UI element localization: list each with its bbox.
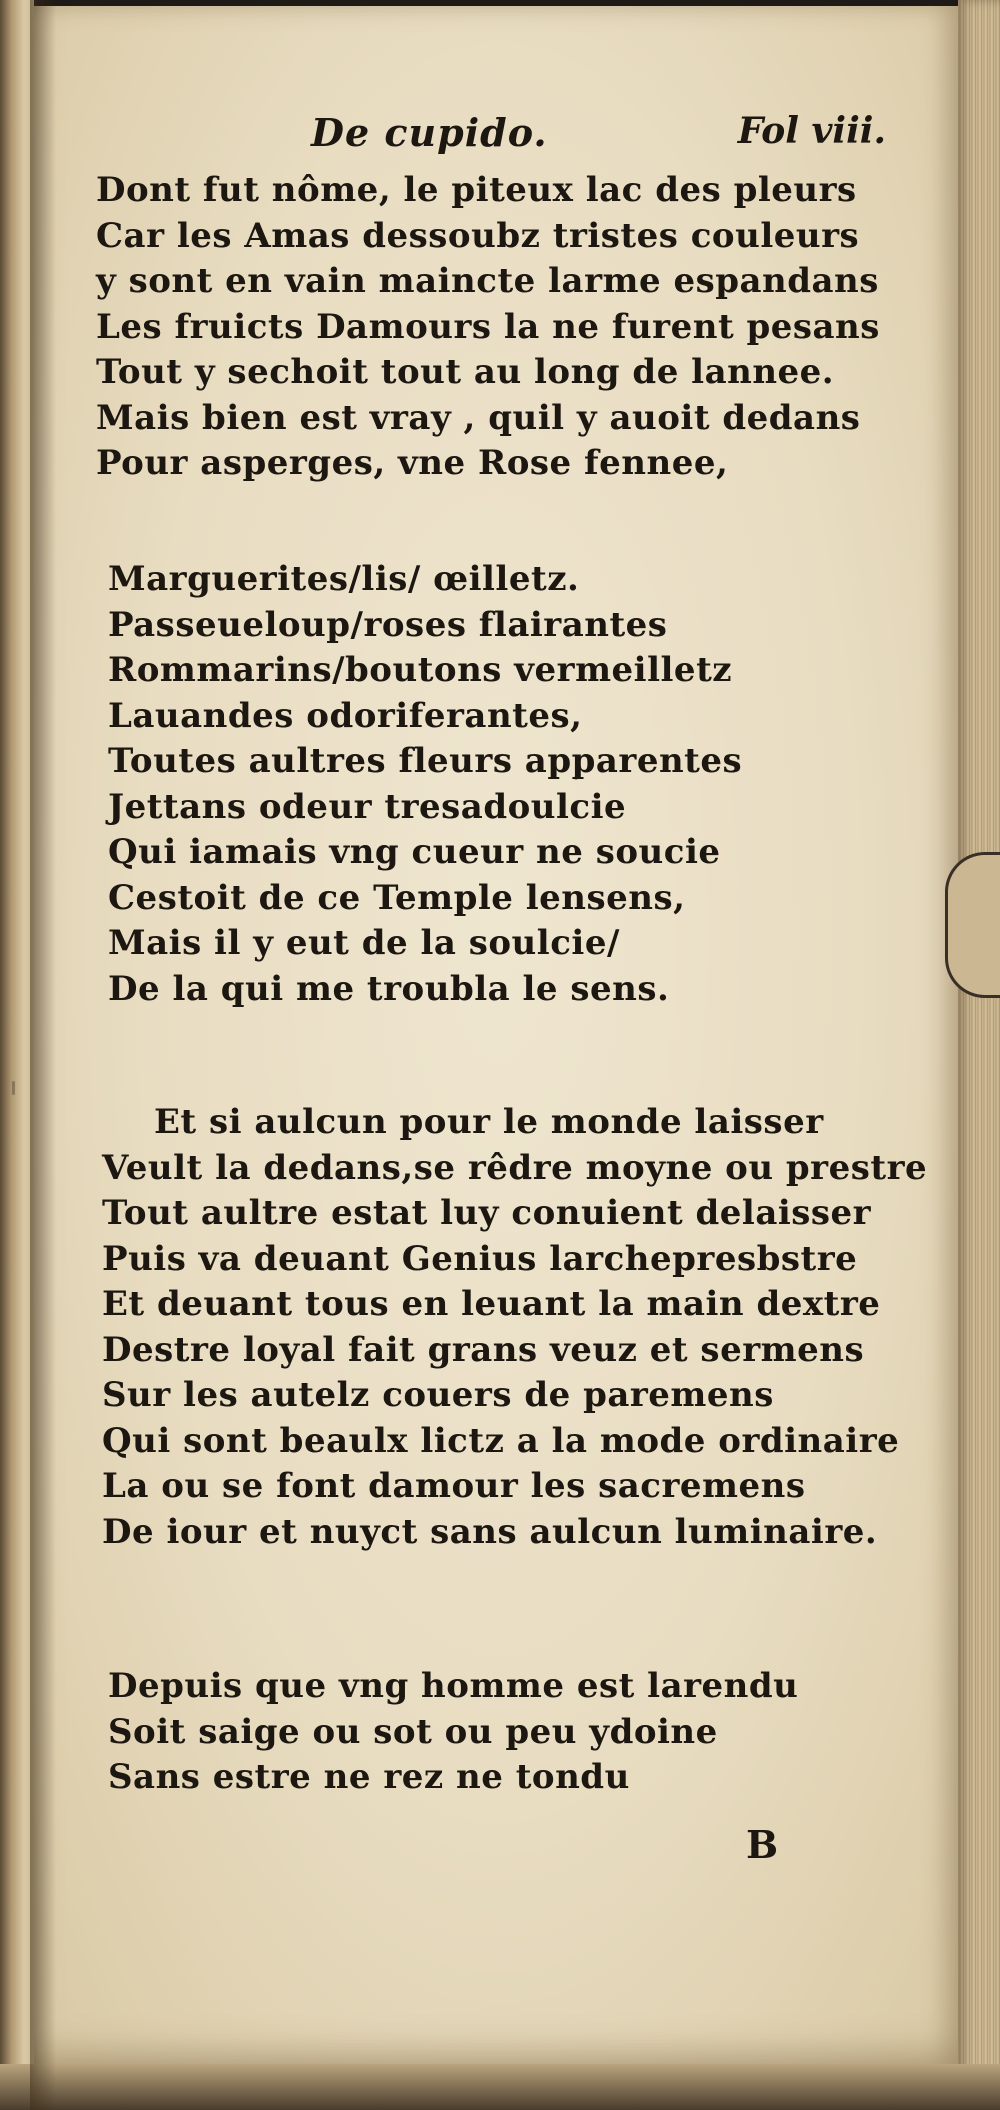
verse-line: Soit saige ou sot ou peu ydoine [108,1711,718,1752]
verse-line: Puis va deuant Genius larchepresbstre [102,1238,858,1279]
verse-line: Tout aultre estat luy conuient delaisser [102,1193,872,1233]
verse-line: Qui sont beaulx lictz a la mode ordinaire [102,1420,900,1461]
verse-line: Passeueloup/roses flairantes [108,604,668,645]
paper-speck [12,1081,15,1095]
folio-number: Fol viii. [737,110,886,152]
verse-line: Lauandes odoriferantes, [108,695,583,736]
gutter-shadow [30,0,56,2110]
verse-line: Veult la dedans,se rêdre moyne ou prestre [102,1147,928,1188]
verse-line: La ou se font damour les sacremens [102,1466,806,1506]
stanza-2 [108,557,742,1012]
verse-line: y sont en vain maincte larme espandans [96,261,879,301]
verse-line: Sur les autelz couers de paremens [102,1375,774,1415]
verse-line: Jettans odeur tresadoulcie [108,786,627,827]
verse-line: Qui iamais vng cueur ne soucie [108,832,721,872]
verse-line: Mais il y eut de la soulcie/ [108,923,620,963]
verse-line: Destre loyal fait grans veuz et sermens [102,1329,865,1370]
verse-line: Cestoit de ce Temple lensens, [108,877,686,918]
verse-line: Pour asperges, vne Rose fennee, [96,443,729,483]
verse-line: Car les Amas dessoubz tristes couleurs [96,215,860,256]
stanza-1 [96,168,880,487]
verse-line: De la qui me troubla le sens. [108,968,670,1009]
verse-line: Dont fut nôme, le piteux lac des pleurs [96,170,857,210]
verse-line: Sans estre ne rez ne tondu [108,1757,630,1797]
verse-line: De iour et nuyct sans aulcun luminaire. [102,1511,878,1552]
verse-line: Marguerites/lis/ œilletz. [108,559,580,599]
bottom-edge [0,2064,1000,2110]
verse-line: Et deuant tous en leuant la main dextre [102,1284,881,1324]
stanza-3 [102,1100,927,1555]
page-tab [945,852,1000,998]
verse-line: Depuis que vng homme est larendu [108,1666,799,1706]
verse-line: Tout y sechoit tout au long de lannee. [96,352,835,392]
verse-line: Et si aulcun pour le monde laisser [154,1102,824,1142]
fore-edge [958,0,1000,2110]
stanza-4 [108,1664,798,1801]
verse-line: Toutes aultres fleurs apparentes [108,741,743,781]
running-header [96,110,886,160]
verse-line: Rommarins/boutons vermeilletz [108,650,733,690]
verse-line: Mais bien est vray , quil y auoit dedans [96,397,861,438]
running-title: De cupido. [311,110,548,155]
left-page-edge [0,0,34,2110]
catchword-signature: B [746,1822,779,1867]
verse-line: Les fruicts Damours la ne furent pesans [96,306,880,347]
